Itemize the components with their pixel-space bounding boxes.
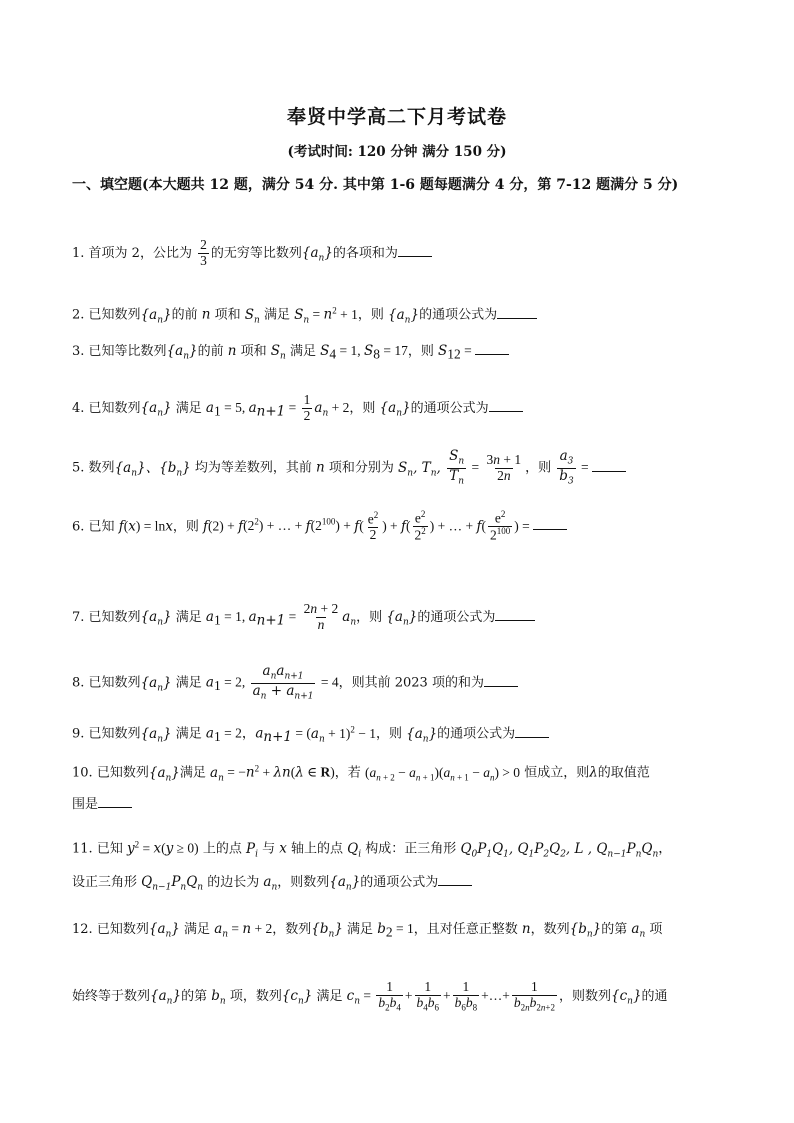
exam-subtitle: (考试时间: 120 分钟 满分 150 分) [287,144,507,160]
question-4: 4. 已知数列$\{a_n\}$ 满足 $a_1 = 5$, $a_{n+1}$ = $\frac{1}{2}$ $a_n + 2$，则 $\{a_n\}$的通项公式为 [72,393,523,424]
question-9: 9. 已知数列$\{a_n\}$ 满足 $a_1 = 2$，$a_{n+1} = (a_n + 1)^2 - 1$，则 $\{a_n\}$的通项公式为 [72,725,549,745]
answer-blank[interactable] [515,736,549,738]
question-10-continued: 围是 [72,798,132,811]
exam-title: 奉贤中学高二下月考试卷 [286,106,507,128]
answer-blank[interactable] [592,470,626,472]
ratio-fraction: $\frac{2}{3}$ [200,237,207,268]
question-10: 10. 已知数列$\{a_n\}$满足 $a_n = -n^2 + \lambda n(\lambda$ ∈ R)，若 $(a_{n + 2} - a_{n + 1})(a_{n + 1} - a_n) > 0$ 恒成立，则λ的取值范 [72,763,650,784]
question-1: 1. 首项为 2，公比为 $\frac{2}{3}$ 的无穷等比数列$\{a_n\}$的各项和为 [72,238,432,269]
answer-blank[interactable] [489,410,523,412]
answer-blank[interactable] [497,317,537,319]
question-5: 5. 数列$\{a_n\}$、$\{b_n\}$ 均为等差数列，其前 n 项和分别为 $S_n$, $T_n$, $\frac{S_n}{T_n}$ = $\frac{3n + 1}{2n}$ ，则 $\frac{a_3}{b_3}$ = [72,449,626,487]
answer-blank[interactable] [398,255,432,257]
answer-blank[interactable] [438,884,472,886]
question-2: 2. 已知数列$\{a_n\}$的前 n 项和 $S_n$ 满足 $S_n = n^2 + 1$，则 $\{a_n\}$的通项公式为 [72,306,537,325]
answer-blank[interactable] [475,353,509,355]
question-3: 3. 已知等比数列$\{a_n\}$的前 n 项和 $S_n$ 满足 $S_4 = 1$, $S_8 = 17$，则 $S_{12}$ = [72,344,509,362]
answer-blank[interactable] [533,528,567,530]
question-6: 6. 已知 f(x) = lnx，则 $f(2) + f(2^2)$ + … + $f(2^{100}) + f$( $\frac{e^2}{2}$ ) + f( $\frac{e^2}{2^2}$ ) + … + f( $\frac{e^2}{2^{100}}$ ) = [72,510,567,544]
question-12-continued: 始终等于数列$\{a_n\}$的第 $b_n$ 项，数列$\{c_n\}$ 满足 $c_n$ = $\frac{1}{b_2b_4}$ + $\frac{1}{b_4b_6}$ + $\frac{1}{b_6b_8}$ +…+ $\frac{1}{b_{2n}b_{2n+2}}$ ，则数列$\{c_n\}$的通 [72,979,668,1013]
answer-blank[interactable] [495,619,535,621]
answer-blank[interactable] [98,806,132,808]
question-8: 8. 已知数列$\{a_n\}$ 满足 $a_1 = 2$, $\frac{a_na_{n+1}}{a_n + a_{n+1}}$ = 4，则其前 2023 项的和为 [72,664,518,702]
question-11: 11. 已知 $y^2 = x(y \ge 0)$ 上的点 $P_i$ 与 x 轴上的点 $Q_i$ 构成：正三角形 $Q_0P_1Q_1$, $Q_1P_2Q_2$, L , $Q_{n-1}P_nQ_n$， [72,839,672,860]
question-7: 7. 已知数列$\{a_n\}$ 满足 $a_1 = 1$, $a_{n+1}$ = $\frac{2n + 2}{n}$ $a_n$，则 $\{a_n\}$的通项公式为 [72,602,535,633]
question-11-continued: 设正三角形 $Q_{n-1}P_nQ_n$ 的边长为 $a_n$，则数列$\{a_n\}$的通项公式为 [72,876,472,893]
answer-blank[interactable] [484,685,518,687]
question-12: 12. 已知数列$\{a_n\}$ 满足 $a_n = n + 2$，数列$\{b_n\}$ 满足 $b_2 = 1$，且对任意正整数 n，数列$\{b_n\}$的第 $a_n$ 项 [72,921,663,940]
section-heading: 一、填空题(本大题共 12 题，满分 54 分. 其中第 1-6 题每题满分 4 分，第 7-12 题满分 5 分) [72,177,679,193]
